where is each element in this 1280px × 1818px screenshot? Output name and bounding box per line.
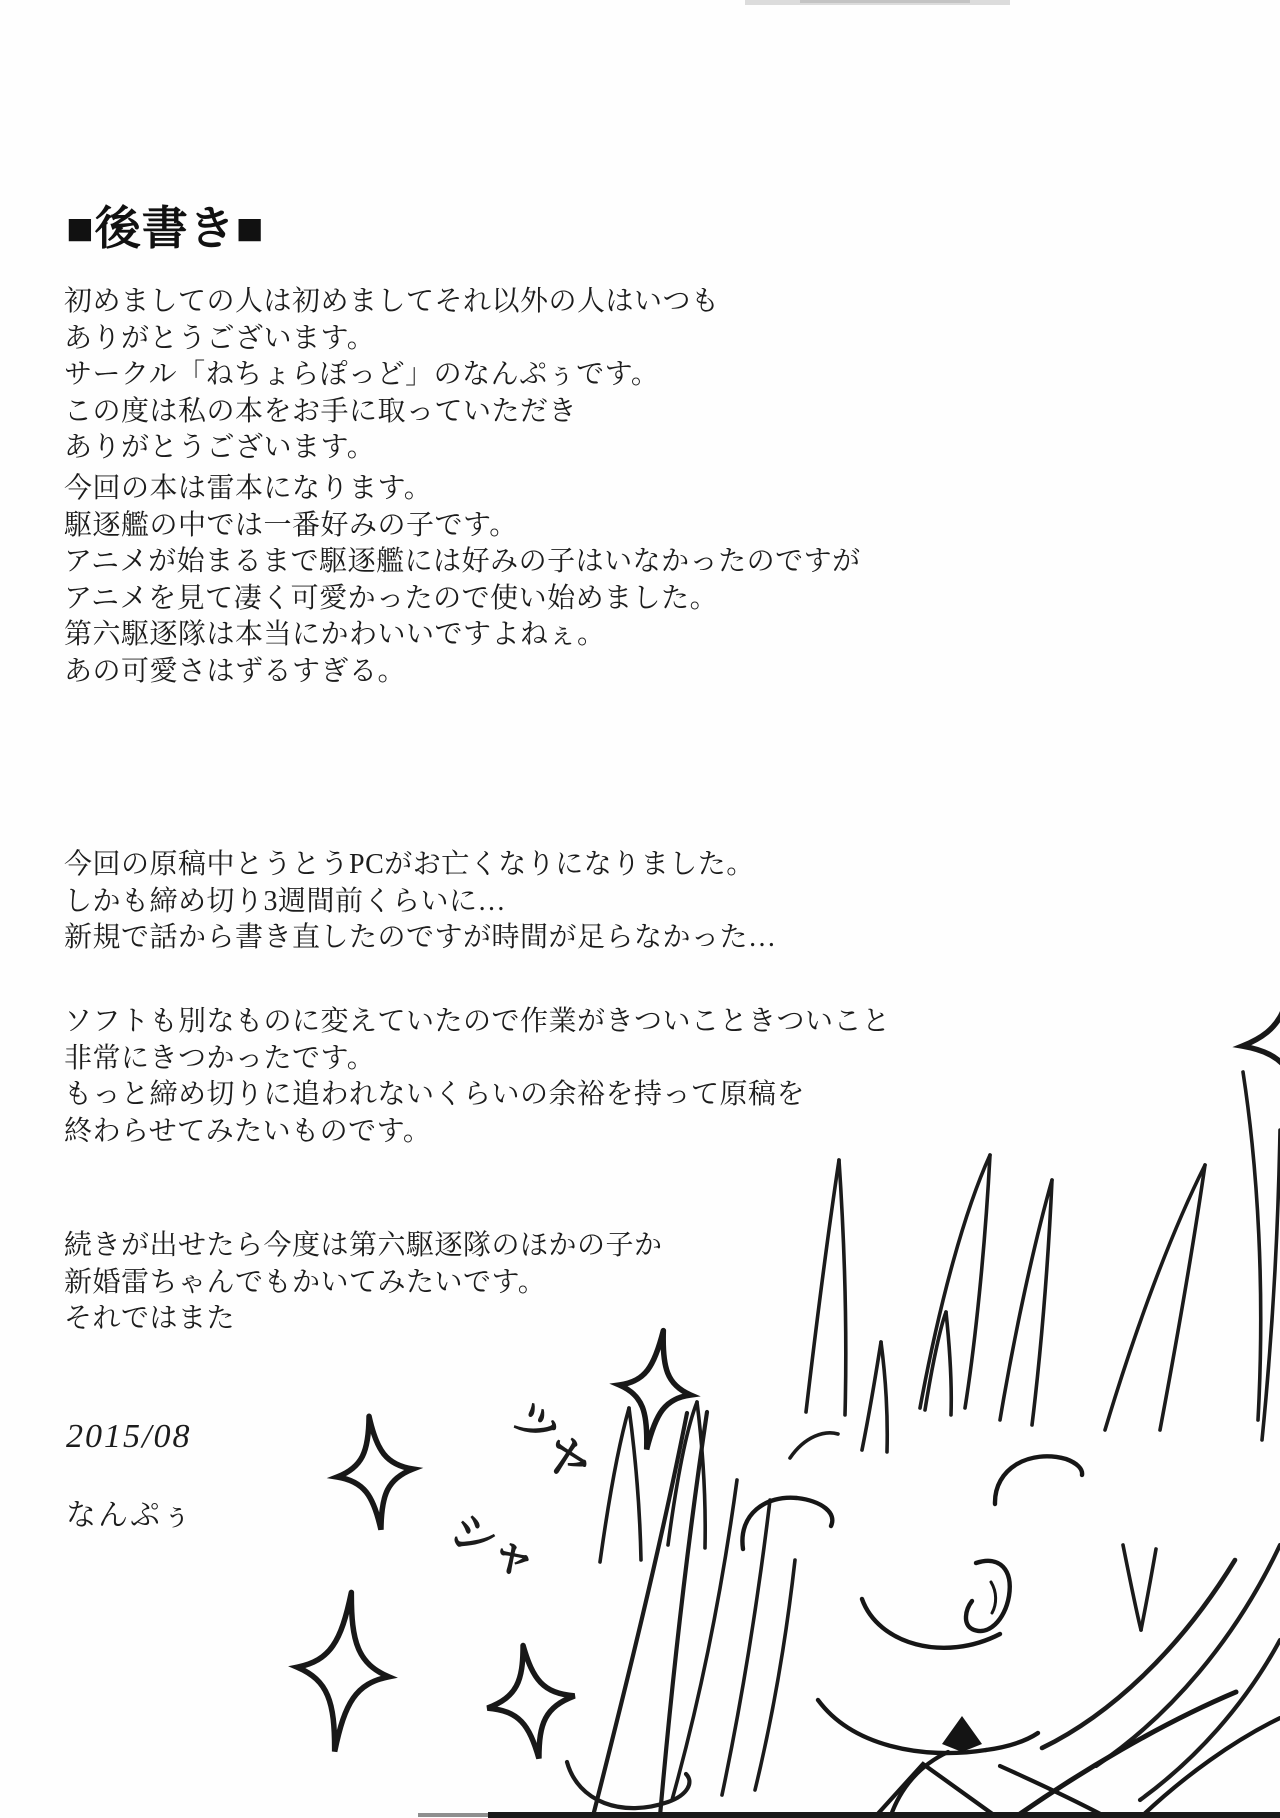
smile-mouth [862,1599,1000,1648]
date-text: 2015/08 [66,1418,192,1455]
afterword-line: 終わらせてみたいものです。 [64,1115,432,1147]
scan-artifact-top-dark [800,0,970,3]
tongue [966,1561,1010,1631]
hair-strokes [567,1072,1280,1816]
afterword-line: ありがとうございます。 [64,322,376,354]
afterword-line: 今回の本は雷本になります。 [64,473,433,504]
afterword-line: ソフトも別なものに変えていたので作業がきついこときついこと [64,1006,891,1037]
afterword-line: サークル「ねちょらぽっど」のなんぷぅです。 [64,359,660,390]
scan-artifact-bottom [488,1812,1280,1818]
sfx-sha: シャ [441,1502,547,1589]
afterword-line: 続きが出せたら今度は第六駆逐隊のほかの子か [64,1230,663,1261]
closed-eye-right [995,1456,1082,1504]
afterword-line: もっと締め切りに追われないくらいの余裕を持って原稿を [64,1079,806,1110]
afterword-line: アニメが始まるまで駆逐艦には好みの子はいなかったのですが [64,546,861,577]
afterword-line: 初めましての人は初めましてそれ以外の人はいつも [64,286,720,317]
jaw-outline [986,1733,1038,1750]
afterword-line: それではまた [64,1303,236,1334]
afterword-line: 新規で話から書き直したのですが時間が足らなかった… [64,922,777,953]
afterword-line: アニメを見て凄く可愛かったので使い始めました。 [64,582,719,614]
afterword-line: ありがとうございます。 [64,432,376,463]
page-title: ■後書き■ [66,203,265,254]
afterword-line: 非常にきつかったです。 [64,1042,376,1074]
collar-dark-wedge [942,1716,982,1752]
afterword-line: 今回の原稿中とうとうPCがお亡くなりになりました。 [64,849,755,880]
afterword-line: 駆逐艦の中では一番好みの子です。 [64,509,518,541]
afterword-line: 第六駆逐隊は本当にかわいいですよねぇ。 [64,619,606,650]
afterword-line: 新婚雷ちゃんでもかいてみたいです。 [64,1266,547,1298]
afterword-line: この度は私の本をお手に取っていただき [64,395,578,427]
scan-artifact-bottom-fade [418,1813,488,1817]
afterword-line: あの可愛さはずるすぎる。 [64,655,407,687]
face-strokes [742,1456,1082,1753]
sfx-text [442,1390,601,1589]
sfx-tsuya: ツヤ [500,1389,601,1494]
afterword-line: しかも締め切り3週間前くらいに… [64,885,507,917]
closed-eye-left [742,1498,832,1549]
tongue-inner [991,1582,996,1613]
author-signature: なんぷぅ [66,1499,194,1532]
